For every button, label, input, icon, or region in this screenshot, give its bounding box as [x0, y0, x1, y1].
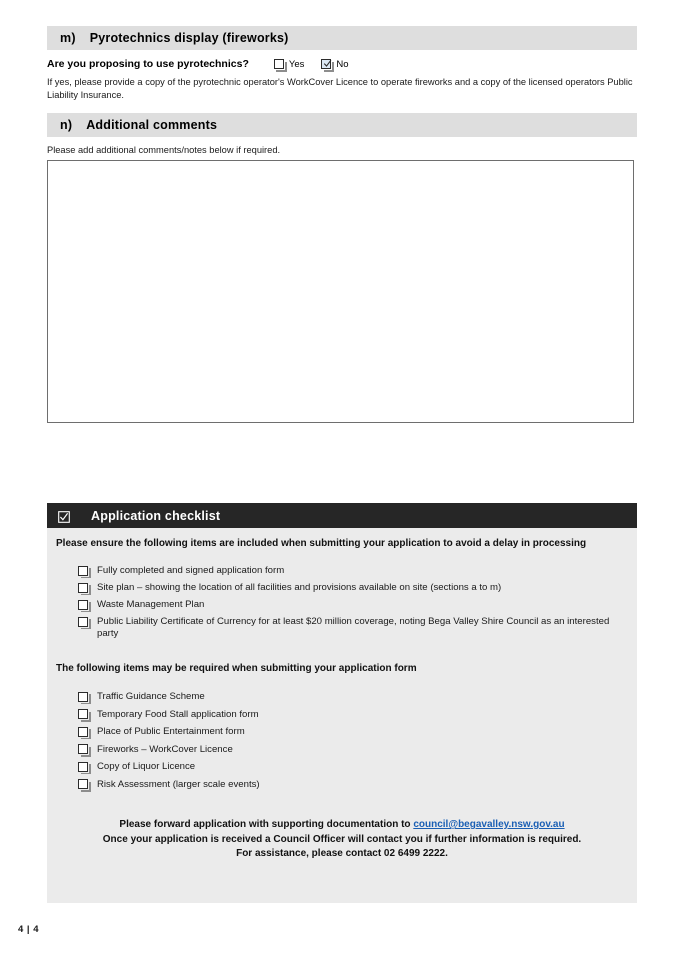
checklist-header-title: Application checklist: [91, 508, 221, 523]
application-checklist-panel: [47, 503, 637, 903]
checkbox-checked-icon: [58, 510, 70, 522]
section-letter-m: m): [60, 31, 76, 45]
pyrotechnics-option-no[interactable]: [321, 59, 348, 70]
list-item-label: Place of Public Entertainment form: [97, 726, 245, 737]
additional-comments-textarea[interactable]: [47, 160, 634, 423]
footer-line-3: For assistance, please contact 02 6499 2222.: [236, 848, 448, 859]
section-title-pyrotechnics: Pyrotechnics display (fireworks): [89, 31, 289, 45]
list-item[interactable]: [78, 599, 633, 611]
checkbox-empty-icon[interactable]: [78, 600, 88, 610]
list-item-label: Fully completed and signed application form: [97, 565, 285, 576]
list-item-label: Traffic Guidance Scheme: [97, 691, 205, 702]
checkbox-empty-icon[interactable]: [78, 583, 88, 593]
list-item[interactable]: [78, 582, 633, 594]
council-email-link[interactable]: council@begavalley.nsw.gov.au: [413, 819, 565, 830]
checklist-header-bar: [47, 503, 637, 528]
checkbox-empty-icon[interactable]: [78, 692, 88, 702]
section-title-additional-comments: Additional comments: [86, 118, 218, 132]
list-item-label: Waste Management Plan: [97, 599, 205, 610]
checkbox-empty-icon[interactable]: [78, 566, 88, 576]
list-item-label: Risk Assessment (larger scale events): [97, 778, 260, 790]
section-letter-n: n): [60, 118, 73, 132]
list-item-label: Temporary Food Stall application form: [97, 708, 259, 720]
checkbox-empty-icon[interactable]: [78, 779, 88, 789]
list-item-label: Fireworks – WorkCover Licence: [97, 743, 233, 755]
checkbox-empty-icon[interactable]: [78, 617, 88, 627]
footer-line-1-prefix: Please forward application with supporting documentation to: [119, 819, 414, 830]
list-item[interactable]: [78, 691, 633, 703]
list-item[interactable]: [78, 726, 633, 738]
checkbox-empty-icon[interactable]: [78, 762, 88, 772]
pyrotechnics-option-no-label: No: [336, 58, 349, 70]
checklist-required-items: [78, 565, 633, 645]
pyrotechnics-note: If yes, please provide a copy of the pyrotechnic operator's WorkCover Licence to operate fireworks and a copy of the licensed operators Public Liability Insurance.: [47, 77, 633, 100]
checklist-footer: [47, 818, 637, 862]
section-header-pyrotechnics: [47, 26, 637, 50]
checklist-optional-lead: The following items may be required when submitting your application form: [56, 663, 417, 674]
footer-line-2: Once your application is received a Council Officer will contact you if further information is required.: [102, 833, 582, 845]
list-item-label: Public Liability Certificate of Currency for at least $20 million coverage, noting Bega Valley Shire Council as an interested party: [97, 616, 610, 639]
list-item[interactable]: [78, 709, 633, 721]
list-item[interactable]: [78, 761, 633, 773]
list-item[interactable]: [78, 744, 633, 756]
additional-comments-instruction: Please add additional comments/notes below if required.: [47, 145, 281, 155]
list-item[interactable]: [78, 616, 633, 639]
page-number: 4 | 4: [18, 924, 40, 935]
pyrotechnics-question-row: [47, 58, 637, 70]
list-item[interactable]: [78, 779, 633, 791]
pyrotechnics-question-label: Are you proposing to use pyrotechnics?: [47, 58, 249, 70]
checkbox-empty-icon[interactable]: [78, 727, 88, 737]
pyrotechnics-option-yes-label: Yes: [288, 58, 305, 70]
list-item[interactable]: [78, 565, 633, 577]
checklist-required-lead: Please ensure the following items are included when submitting your application to avoid a delay in processing: [56, 538, 587, 549]
checklist-optional-items: [78, 691, 633, 796]
pyrotechnics-option-yes[interactable]: [274, 59, 305, 70]
list-item-label: Site plan – showing the location of all facilities and provisions available on site (sections a to m): [97, 582, 502, 593]
section-header-additional-comments: [47, 113, 637, 137]
checkbox-empty-icon[interactable]: [78, 744, 88, 754]
checkbox-empty-icon[interactable]: [78, 709, 88, 719]
footer-line-1: [47, 818, 637, 833]
checkbox-checked-icon[interactable]: [321, 59, 331, 69]
list-item-label: Copy of Liquor Licence: [97, 761, 196, 772]
checkbox-empty-icon[interactable]: [274, 59, 284, 69]
